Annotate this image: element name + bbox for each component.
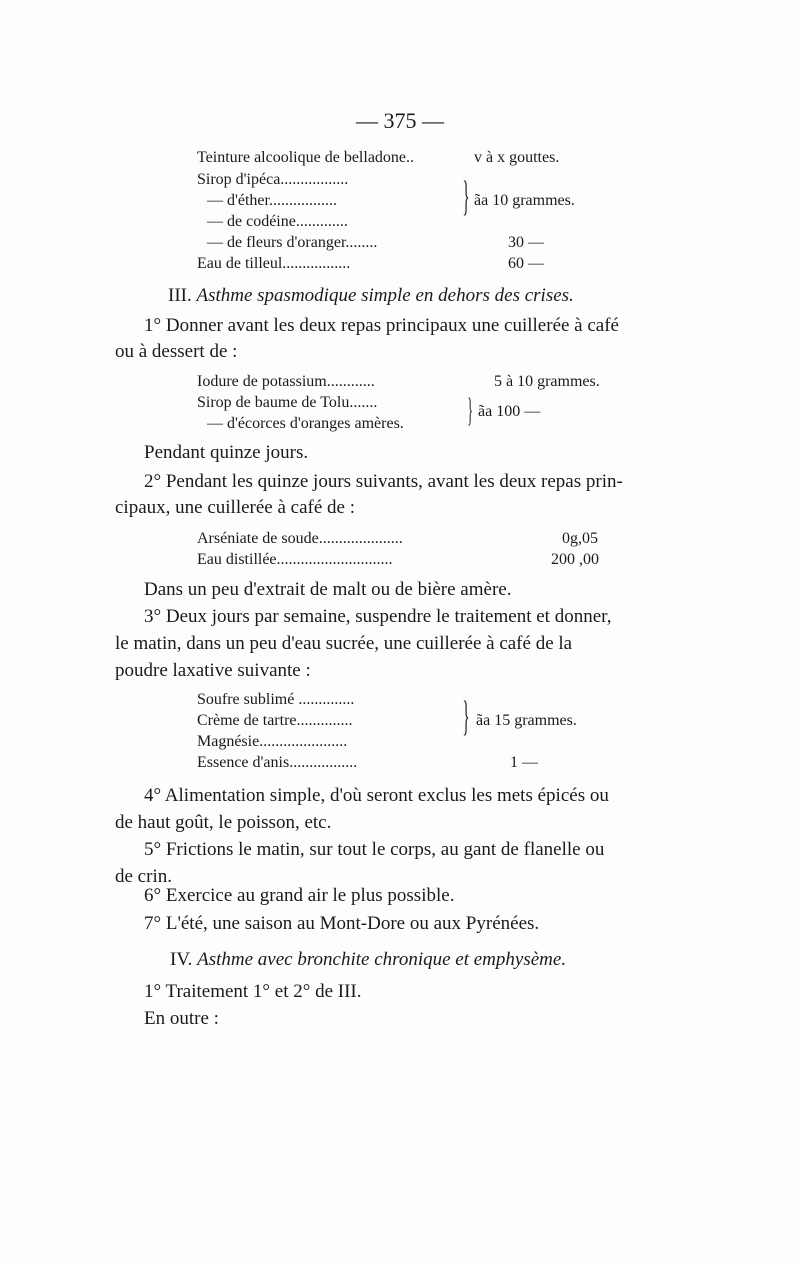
formula-row-dose: 200 ,00: [551, 551, 599, 568]
formula-row-dose: 1 —: [510, 754, 538, 771]
section-number: IV.: [170, 949, 193, 970]
page-number: — 375 —: [356, 108, 444, 133]
formula-row-name: Sirop de baume de Tolu.......: [197, 394, 378, 411]
section-title: Asthme avec bronchite chronique et emphysème.: [197, 949, 567, 970]
paragraph-line: 6° Exercice au grand air le plus possible.: [144, 885, 455, 906]
paragraph-line: En outre :: [144, 1008, 219, 1029]
brace-icon: }: [462, 174, 470, 220]
formula-group-dose: ãa 100 —: [478, 403, 541, 420]
paragraph-line: ou à dessert de :: [115, 341, 238, 362]
formula-row-name: Eau de tilleul.................: [197, 255, 351, 272]
formula-row-name: Iodure de potassium............: [197, 373, 375, 390]
formula-row-name: Sirop d'ipéca.................: [197, 171, 349, 188]
formula-row-name: Teinture alcoolique de belladone..: [197, 149, 415, 166]
formula-row-dose: v à x gouttes.: [474, 149, 560, 166]
formula-row-dose: 5 à 10 grammes.: [494, 373, 600, 390]
formula-row-name: Eau distillée.............................: [197, 551, 393, 568]
paragraph-line: 1° Donner avant les deux repas principaux une cuillerée à café: [144, 315, 619, 336]
paragraph-line: 4° Alimentation simple, d'où seront exclus les mets épicés ou: [144, 785, 609, 806]
paragraph-line: Pendant quinze jours.: [144, 442, 309, 463]
paragraph-line: Dans un peu d'extrait de malt ou de bière amère.: [144, 579, 512, 600]
formula-row-name: — de codéine.............: [207, 213, 348, 230]
section-number: III.: [168, 285, 192, 306]
paragraph-line: 5° Frictions le matin, sur tout le corps, au gant de flanelle ou: [144, 839, 605, 860]
formula-row-name: Essence d'anis.................: [197, 754, 358, 771]
paragraph-line: 7° L'été, une saison au Mont-Dore ou aux Pyrénées.: [144, 913, 540, 934]
formula-row-name: Crème de tartre..............: [197, 712, 353, 729]
brace-icon: }: [467, 392, 474, 429]
paragraph-line: de haut goût, le poisson, etc.: [115, 812, 332, 833]
section-heading-iii: [168, 284, 574, 308]
paragraph-line: 2° Pendant les quinze jours suivants, avant les deux repas prin-: [144, 471, 623, 492]
formula-row-name: — de fleurs d'oranger........: [207, 234, 378, 251]
paragraph-line: de crin.: [115, 866, 172, 887]
formula-group-dose: ãa 15 grammes.: [476, 712, 577, 729]
paragraph-line: 1° Traitement 1° et 2° de III.: [144, 981, 362, 1002]
formula-row-dose: 60 —: [508, 255, 544, 272]
formula-group-dose: ãa 10 grammes.: [474, 192, 575, 209]
formula-row-name: Arséniate de soude.....................: [197, 530, 403, 547]
section-title: Asthme spasmodique simple en dehors des crises.: [196, 285, 574, 306]
paragraph-line: 3° Deux jours par semaine, suspendre le traitement et donner,: [144, 606, 612, 627]
formula-row-name: Magnésie......................: [197, 733, 348, 750]
formula-row-name: Soufre sublimé ..............: [197, 691, 355, 708]
paragraph-line: le matin, dans un peu d'eau sucrée, une cuillerée à café de la: [115, 633, 573, 654]
paragraph-line: poudre laxative suivante :: [115, 660, 311, 681]
formula-row-dose: 30 —: [508, 234, 544, 251]
formula-row-name: — d'écorces d'oranges amères.: [207, 415, 404, 432]
formula-row-name: — d'éther.................: [207, 192, 337, 209]
section-heading-iv: [170, 948, 566, 972]
brace-icon: }: [462, 694, 470, 740]
formula-row-dose: 0g,05: [562, 530, 598, 547]
paragraph-line: cipaux, une cuillerée à café de :: [115, 497, 355, 518]
